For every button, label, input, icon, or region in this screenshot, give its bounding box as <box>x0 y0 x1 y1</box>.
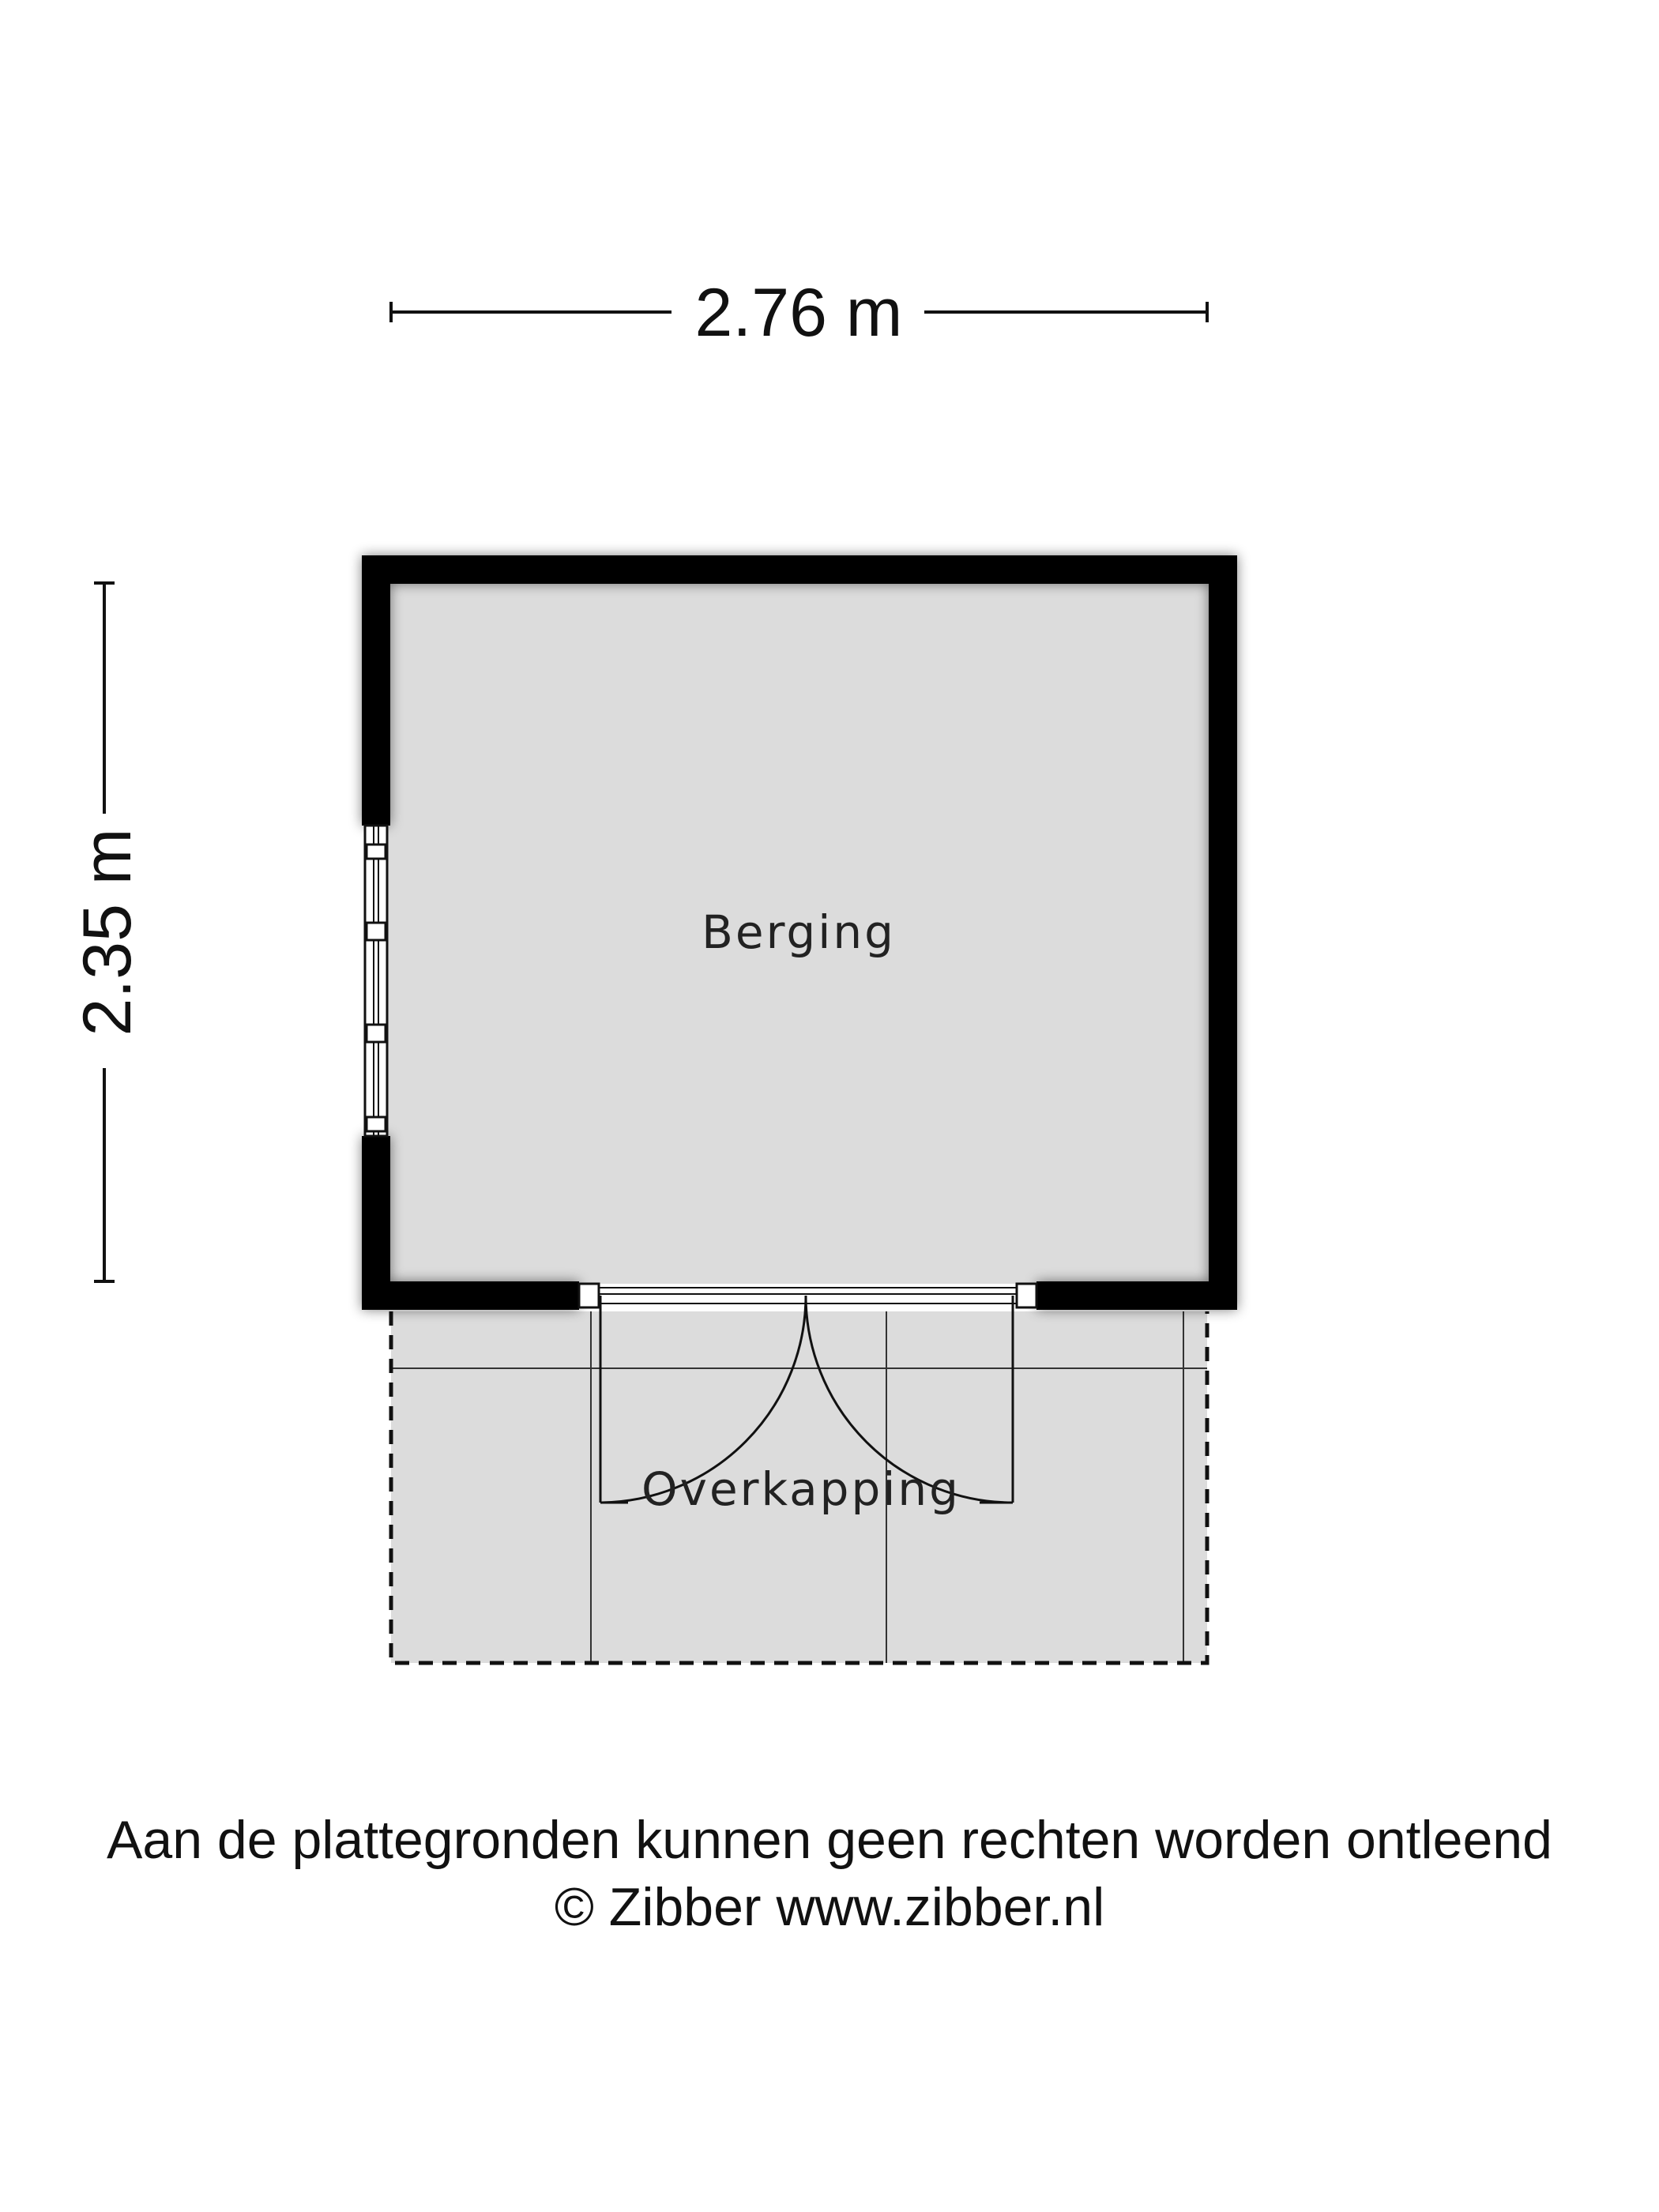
room-label-overkapping: Overkapping <box>641 1462 961 1516</box>
disclaimer-text: Aan de plattegronden kunnen geen rechten worden ontleend <box>107 1810 1552 1870</box>
width-label: 2.76 m <box>694 275 903 351</box>
height-label: 2.35 m <box>70 828 145 1036</box>
room-label-berging: Berging <box>702 905 896 959</box>
width-dimension <box>391 275 1207 351</box>
height-dimension <box>70 583 145 1281</box>
copyright-text: © Zibber www.zibber.nl <box>554 1877 1105 1937</box>
window-left <box>365 826 387 1136</box>
